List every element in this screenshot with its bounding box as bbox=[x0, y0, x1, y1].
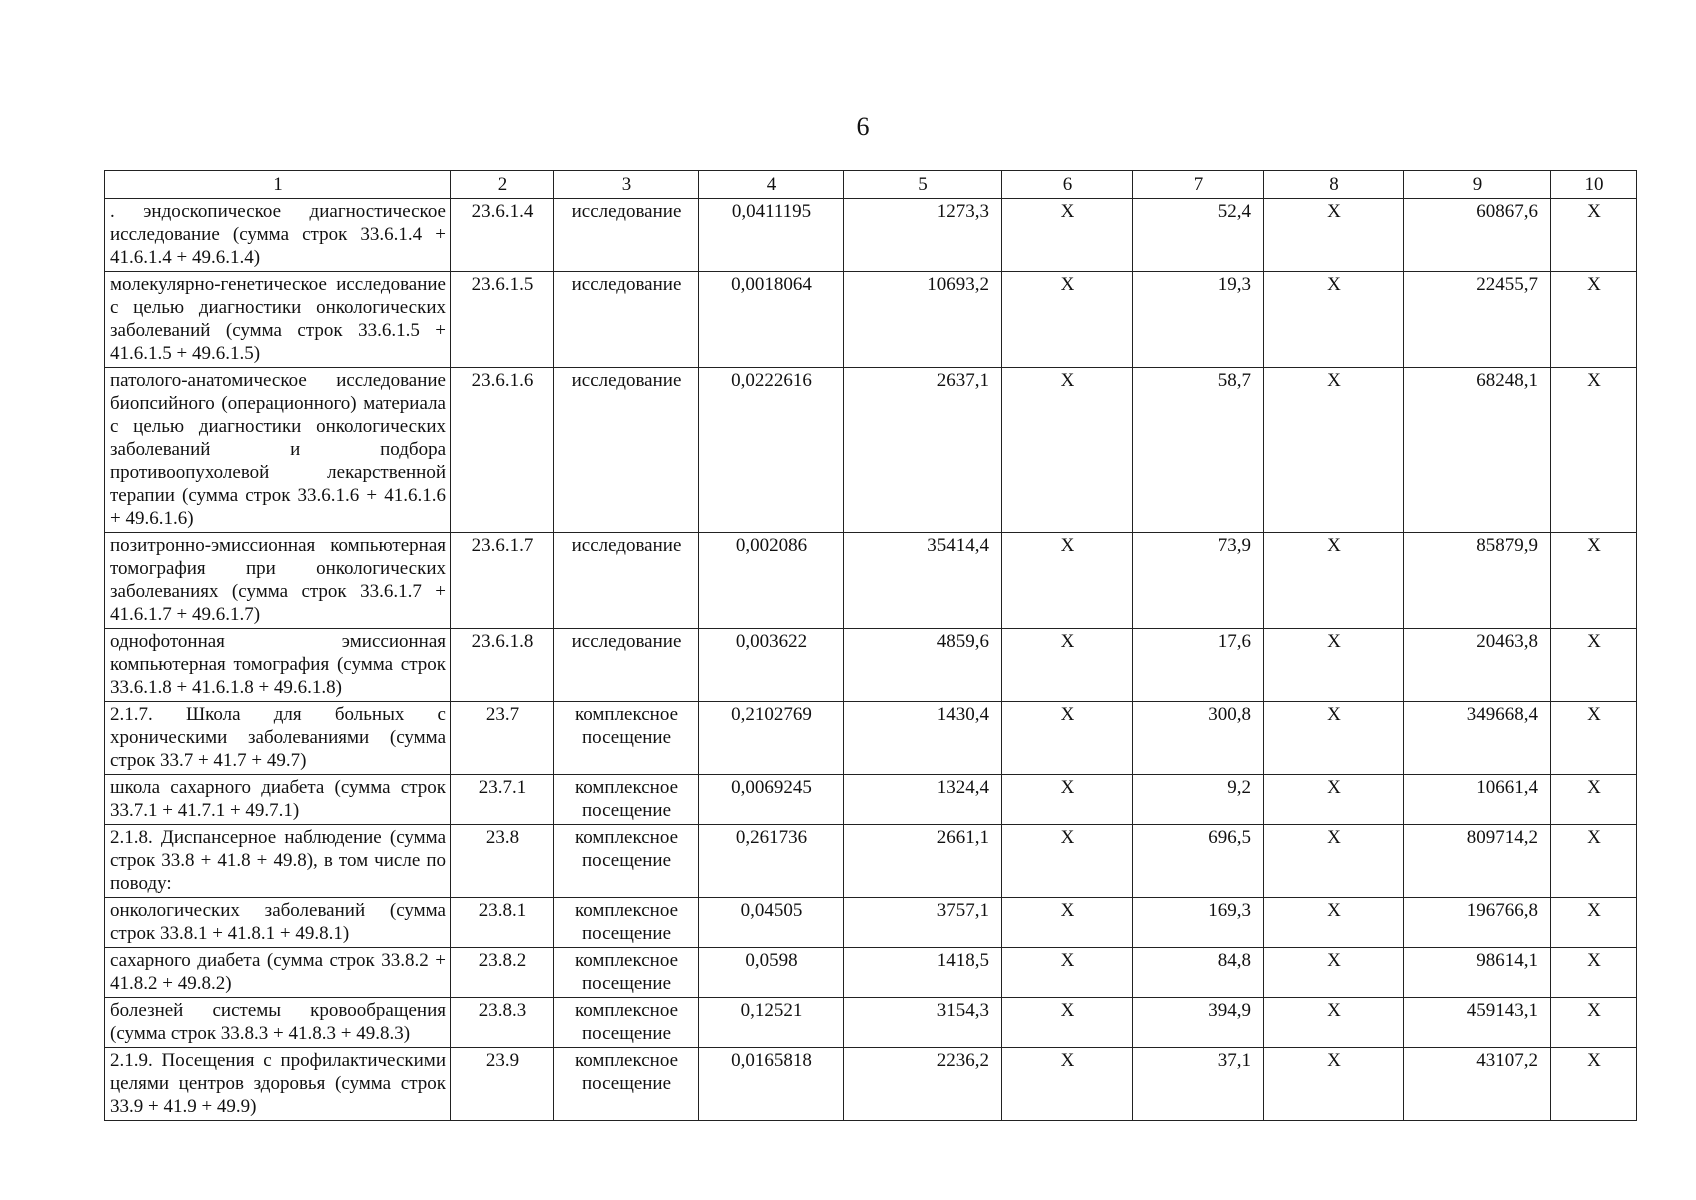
col4-cell: 0,0018064 bbox=[699, 272, 844, 368]
table-row bbox=[105, 898, 1637, 948]
col9-cell: 85879,9 bbox=[1404, 533, 1551, 629]
col7-cell: 19,3 bbox=[1133, 272, 1264, 368]
unit-cell: комплексное посещение bbox=[554, 775, 699, 825]
unit-cell: комплексное посещение bbox=[554, 998, 699, 1048]
row-code-cell: 23.6.1.7 bbox=[451, 533, 554, 629]
col4-cell: 0,0411195 bbox=[699, 199, 844, 272]
page-number: 6 bbox=[856, 112, 870, 141]
col6-cell: X bbox=[1002, 825, 1133, 898]
col10-cell: X bbox=[1551, 1048, 1637, 1121]
row-code-cell: 23.6.1.5 bbox=[451, 272, 554, 368]
col9-cell: 43107,2 bbox=[1404, 1048, 1551, 1121]
col7-cell: 84,8 bbox=[1133, 948, 1264, 998]
table-row bbox=[105, 1048, 1637, 1121]
description-cell: 2.1.8. Диспансерное наблюдение (сумма строк 33.8 + 41.8 + 49.8), в том числе по поводу: bbox=[105, 825, 451, 898]
table-row bbox=[105, 825, 1637, 898]
col4-cell: 0,2102769 bbox=[699, 702, 844, 775]
col10-cell: X bbox=[1551, 775, 1637, 825]
table-row bbox=[105, 948, 1637, 998]
col5-cell: 4859,6 bbox=[844, 629, 1002, 702]
col10-cell: X bbox=[1551, 825, 1637, 898]
col7-cell: 394,9 bbox=[1133, 998, 1264, 1048]
col7-cell: 9,2 bbox=[1133, 775, 1264, 825]
col8-cell: X bbox=[1264, 368, 1404, 533]
column-header-1: 1 bbox=[105, 171, 451, 199]
col6-cell: X bbox=[1002, 1048, 1133, 1121]
col7-cell: 52,4 bbox=[1133, 199, 1264, 272]
row-code-cell: 23.8.2 bbox=[451, 948, 554, 998]
col4-cell: 0,002086 bbox=[699, 533, 844, 629]
description-cell: школа сахарного диабета (сумма строк 33.7.1 + 41.7.1 + 49.7.1) bbox=[105, 775, 451, 825]
unit-cell: исследование bbox=[554, 199, 699, 272]
col8-cell: X bbox=[1264, 1048, 1404, 1121]
col4-cell: 0,0069245 bbox=[699, 775, 844, 825]
description-cell: онкологических заболеваний (сумма строк 33.8.1 + 41.8.1 + 49.8.1) bbox=[105, 898, 451, 948]
col5-cell: 1418,5 bbox=[844, 948, 1002, 998]
unit-cell: комплексное посещение bbox=[554, 702, 699, 775]
col4-cell: 0,003622 bbox=[699, 629, 844, 702]
col5-cell: 3154,3 bbox=[844, 998, 1002, 1048]
col8-cell: X bbox=[1264, 629, 1404, 702]
description-cell: сахарного диабета (сумма строк 33.8.2 + 41.8.2 + 49.8.2) bbox=[105, 948, 451, 998]
col5-cell: 2637,1 bbox=[844, 368, 1002, 533]
col4-cell: 0,0165818 bbox=[699, 1048, 844, 1121]
row-code-cell: 23.8 bbox=[451, 825, 554, 898]
col6-cell: X bbox=[1002, 702, 1133, 775]
row-code-cell: 23.6.1.8 bbox=[451, 629, 554, 702]
col6-cell: X bbox=[1002, 199, 1133, 272]
col8-cell: X bbox=[1264, 775, 1404, 825]
col8-cell: X bbox=[1264, 702, 1404, 775]
table-row bbox=[105, 998, 1637, 1048]
col5-cell: 35414,4 bbox=[844, 533, 1002, 629]
col8-cell: X bbox=[1264, 825, 1404, 898]
col9-cell: 20463,8 bbox=[1404, 629, 1551, 702]
col6-cell: X bbox=[1002, 898, 1133, 948]
col9-cell: 10661,4 bbox=[1404, 775, 1551, 825]
unit-cell: исследование bbox=[554, 272, 699, 368]
col9-cell: 196766,8 bbox=[1404, 898, 1551, 948]
description-cell: . эндоскопическое диагностическое исследование (сумма строк 33.6.1.4 + 41.6.1.4 + 49.6.1.4) bbox=[105, 199, 451, 272]
col5-cell: 1430,4 bbox=[844, 702, 1002, 775]
col6-cell: X bbox=[1002, 533, 1133, 629]
col4-cell: 0,12521 bbox=[699, 998, 844, 1048]
col9-cell: 809714,2 bbox=[1404, 825, 1551, 898]
col4-cell: 0,04505 bbox=[699, 898, 844, 948]
column-header-6: 6 bbox=[1002, 171, 1133, 199]
col10-cell: X bbox=[1551, 629, 1637, 702]
col10-cell: X bbox=[1551, 272, 1637, 368]
col4-cell: 0,261736 bbox=[699, 825, 844, 898]
col7-cell: 696,5 bbox=[1133, 825, 1264, 898]
col8-cell: X bbox=[1264, 948, 1404, 998]
col7-cell: 58,7 bbox=[1133, 368, 1264, 533]
col5-cell: 3757,1 bbox=[844, 898, 1002, 948]
description-cell: 2.1.9. Посещения с профилактическими целями центров здоровья (сумма строк 33.9 + 41.9 + 49.9) bbox=[105, 1048, 451, 1121]
col10-cell: X bbox=[1551, 533, 1637, 629]
table-row bbox=[105, 199, 1637, 272]
col9-cell: 459143,1 bbox=[1404, 998, 1551, 1048]
col6-cell: X bbox=[1002, 629, 1133, 702]
col7-cell: 73,9 bbox=[1133, 533, 1264, 629]
table-row bbox=[105, 775, 1637, 825]
col6-cell: X bbox=[1002, 998, 1133, 1048]
unit-cell: комплексное посещение bbox=[554, 825, 699, 898]
column-header-7: 7 bbox=[1133, 171, 1264, 199]
col4-cell: 0,0222616 bbox=[699, 368, 844, 533]
col6-cell: X bbox=[1002, 948, 1133, 998]
col4-cell: 0,0598 bbox=[699, 948, 844, 998]
col10-cell: X bbox=[1551, 368, 1637, 533]
description-cell: молекулярно-генетическое исследование с целью диагностики онкологических заболеваний (сумма строк 33.6.1.5 + 41.6.1.5 + 49.6.1.5) bbox=[105, 272, 451, 368]
col10-cell: X bbox=[1551, 702, 1637, 775]
col8-cell: X bbox=[1264, 199, 1404, 272]
header-row bbox=[105, 171, 1637, 199]
table-row bbox=[105, 272, 1637, 368]
description-cell: позитронно-эмиссионная компьютерная томография при онкологических заболеваниях (сумма строк 33.6.1.7 + 41.6.1.7 + 49.6.1.7) bbox=[105, 533, 451, 629]
column-header-10: 10 bbox=[1551, 171, 1637, 199]
col8-cell: X bbox=[1264, 533, 1404, 629]
col5-cell: 1273,3 bbox=[844, 199, 1002, 272]
row-code-cell: 23.8.1 bbox=[451, 898, 554, 948]
column-header-3: 3 bbox=[554, 171, 699, 199]
col9-cell: 60867,6 bbox=[1404, 199, 1551, 272]
col7-cell: 300,8 bbox=[1133, 702, 1264, 775]
description-cell: однофотонная эмиссионная компьютерная томография (сумма строк 33.6.1.8 + 41.6.1.8 + 49.6.1.8) bbox=[105, 629, 451, 702]
col10-cell: X bbox=[1551, 948, 1637, 998]
unit-cell: комплексное посещение bbox=[554, 1048, 699, 1121]
unit-cell: исследование bbox=[554, 629, 699, 702]
col10-cell: X bbox=[1551, 998, 1637, 1048]
row-code-cell: 23.9 bbox=[451, 1048, 554, 1121]
description-cell: патолого-анатомическое исследование биопсийного (операционного) материала с целью диагностики онкологических заболеваний и подбора противоопухолевой лекарственной терапии (сумма строк 33.6.1.6 + 41.6.1.6 + 49.6.1.6) bbox=[105, 368, 451, 533]
col9-cell: 68248,1 bbox=[1404, 368, 1551, 533]
col8-cell: X bbox=[1264, 998, 1404, 1048]
table-row bbox=[105, 368, 1637, 533]
unit-cell: комплексное посещение bbox=[554, 898, 699, 948]
column-header-5: 5 bbox=[844, 171, 1002, 199]
col10-cell: X bbox=[1551, 898, 1637, 948]
table-row bbox=[105, 629, 1637, 702]
col7-cell: 169,3 bbox=[1133, 898, 1264, 948]
row-code-cell: 23.7 bbox=[451, 702, 554, 775]
column-header-9: 9 bbox=[1404, 171, 1551, 199]
col6-cell: X bbox=[1002, 272, 1133, 368]
column-header-4: 4 bbox=[699, 171, 844, 199]
col9-cell: 349668,4 bbox=[1404, 702, 1551, 775]
description-cell: 2.1.7. Школа для больных с хроническими заболеваниями (сумма строк 33.7 + 41.7 + 49.7) bbox=[105, 702, 451, 775]
col8-cell: X bbox=[1264, 272, 1404, 368]
col6-cell: X bbox=[1002, 775, 1133, 825]
row-code-cell: 23.6.1.6 bbox=[451, 368, 554, 533]
unit-cell: исследование bbox=[554, 368, 699, 533]
col7-cell: 37,1 bbox=[1133, 1048, 1264, 1121]
row-code-cell: 23.8.3 bbox=[451, 998, 554, 1048]
unit-cell: комплексное посещение bbox=[554, 948, 699, 998]
col5-cell: 1324,4 bbox=[844, 775, 1002, 825]
unit-cell: исследование bbox=[554, 533, 699, 629]
description-cell: болезней системы кровообращения (сумма строк 33.8.3 + 41.8.3 + 49.8.3) bbox=[105, 998, 451, 1048]
row-code-cell: 23.7.1 bbox=[451, 775, 554, 825]
col5-cell: 2661,1 bbox=[844, 825, 1002, 898]
row-code-cell: 23.6.1.4 bbox=[451, 199, 554, 272]
col9-cell: 22455,7 bbox=[1404, 272, 1551, 368]
col8-cell: X bbox=[1264, 898, 1404, 948]
col6-cell: X bbox=[1002, 368, 1133, 533]
column-header-2: 2 bbox=[451, 171, 554, 199]
col10-cell: X bbox=[1551, 199, 1637, 272]
table-row bbox=[105, 533, 1637, 629]
col5-cell: 10693,2 bbox=[844, 272, 1002, 368]
column-header-8: 8 bbox=[1264, 171, 1404, 199]
data-table bbox=[104, 170, 1637, 1121]
col9-cell: 98614,1 bbox=[1404, 948, 1551, 998]
table-row bbox=[105, 702, 1637, 775]
col7-cell: 17,6 bbox=[1133, 629, 1264, 702]
col5-cell: 2236,2 bbox=[844, 1048, 1002, 1121]
